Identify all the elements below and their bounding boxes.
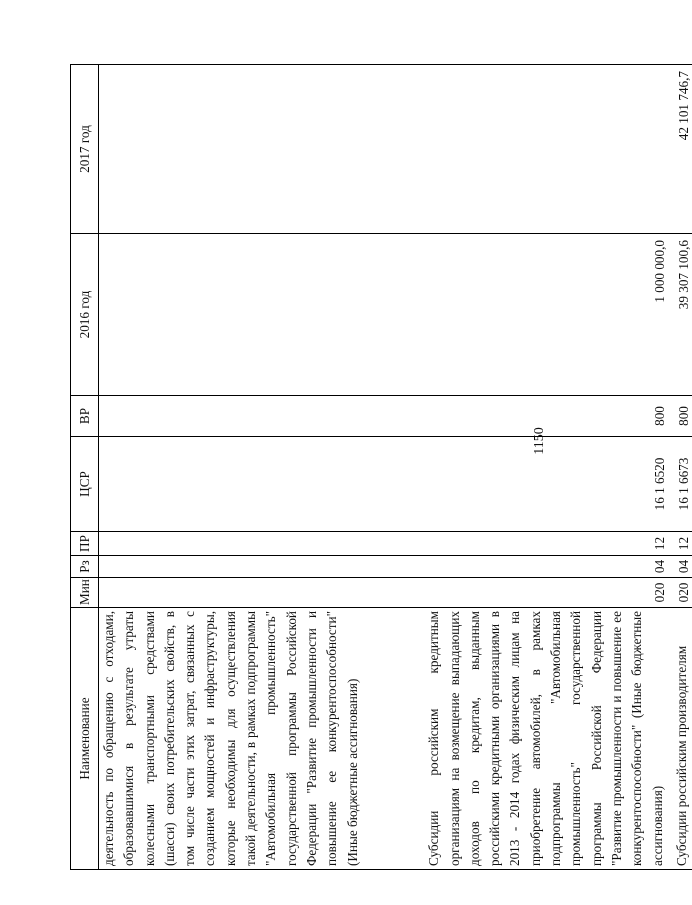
budget-table bbox=[70, 64, 692, 870]
table-row bbox=[668, 65, 692, 870]
row-rz: 04 bbox=[363, 556, 668, 578]
row-min: 020 bbox=[363, 578, 668, 608]
header-csr: ЦСР bbox=[71, 437, 99, 532]
row-2016: 1 000 000,0 bbox=[363, 234, 668, 396]
header-name: Наименование bbox=[71, 608, 99, 870]
row-2017: 42 101 746,7 bbox=[668, 65, 692, 234]
row-rz bbox=[99, 556, 363, 578]
table-row bbox=[363, 65, 668, 870]
row-2017 bbox=[99, 65, 363, 234]
row-name: Субсидии российским кредитным организациям на возмещение выпадающих доходов по кредитам, выданным российскими кредитными организациями в 2013 - 2014 годах физическим лицам на приобретение автомобилей, в рамках подпрограммы "Автомобильная промышленность" государственной программы Российской Федерации "Развитие промышленности и повышение ее конкурентоспособности" (Иные бюджетные ассигнования) bbox=[363, 608, 668, 870]
row-2016: 39 307 100,6 bbox=[668, 234, 692, 396]
row-csr: 16 1 6520 bbox=[363, 437, 668, 532]
header-min: Мин bbox=[71, 578, 99, 608]
header-2017: 2017 год bbox=[71, 65, 99, 234]
row-vr: 800 bbox=[363, 396, 668, 437]
row-min bbox=[99, 578, 363, 608]
row-name: деятельность по обращению с отходами, образовавшимися в результате утраты колесными транспортными средствами (шасси) своих потребительских свойств, в том числе части этих затрат, связанных с созданием мощностей и инфраструктуры, которые необходимы для осуществления такой деятельности, в рамках подпрограммы "Автомобильная промышленность" государственной программы Российской Федерации "Развитие промышленности и повышение ее конкурентоспособности" (Иные бюджетные ассигнования) bbox=[99, 608, 363, 870]
row-vr: 800 bbox=[668, 396, 692, 437]
header-rz: Рз bbox=[71, 556, 99, 578]
header-2016: 2016 год bbox=[71, 234, 99, 396]
row-min: 020 bbox=[668, 578, 692, 608]
row-rz: 04 bbox=[668, 556, 692, 578]
row-csr: 16 1 6673 bbox=[668, 437, 692, 532]
row-2016 bbox=[99, 234, 363, 396]
row-pr bbox=[99, 532, 363, 556]
row-name: Субсидии российским производителям bbox=[668, 608, 692, 870]
table-header-row bbox=[71, 65, 99, 870]
row-pr: 12 bbox=[668, 532, 692, 556]
row-2017 bbox=[363, 65, 668, 234]
rotated-table-container bbox=[70, 65, 691, 870]
header-pr: ПР bbox=[71, 532, 99, 556]
header-vr: ВР bbox=[71, 396, 99, 437]
table-row bbox=[99, 65, 363, 870]
row-vr bbox=[99, 396, 363, 437]
row-pr: 12 bbox=[363, 532, 668, 556]
row-csr bbox=[99, 437, 363, 532]
page-number: 1150 bbox=[532, 427, 547, 455]
